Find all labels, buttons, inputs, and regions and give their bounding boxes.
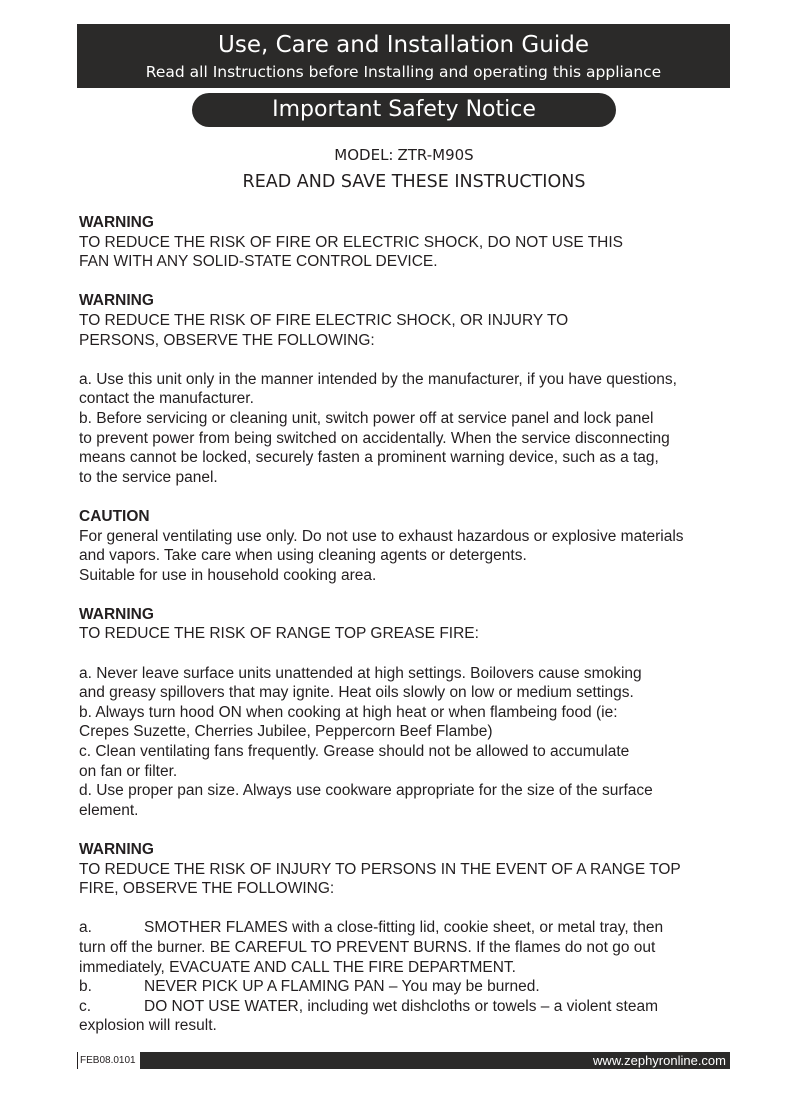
website-url: www.zephyronline.com: [593, 1053, 726, 1068]
section-warning-grease-fire: [79, 605, 739, 821]
list-item: immediately, EVACUATE AND CALL THE FIRE DEPARTMENT.: [79, 958, 516, 976]
guide-header: [77, 24, 730, 88]
list-item: to prevent power from being switched on accidentally. When the service disconnecting: [79, 429, 670, 447]
section-line: TO REDUCE THE RISK OF FIRE ELECTRIC SHOCK, OR INJURY TO: [79, 311, 569, 329]
section-line: TO REDUCE THE RISK OF FIRE OR ELECTRIC SHOCK, DO NOT USE THIS: [79, 233, 624, 251]
list-item: explosion will result.: [79, 1017, 217, 1035]
document-code: FEB08.0101: [77, 1052, 136, 1069]
section-heading: WARNING: [79, 214, 154, 231]
section-warning-range-top-fire: [79, 840, 739, 1036]
list-item: and greasy spillovers that may ignite. Heat oils slowly on low or medium settings.: [79, 684, 634, 702]
guide-subtitle: Read all Instructions before Installing and operating this appliance: [145, 63, 662, 81]
list-item: on fan or filter.: [79, 762, 178, 780]
section-warning-electric-shock: [79, 291, 739, 487]
section-line: TO REDUCE THE RISK OF RANGE TOP GREASE FIRE:: [79, 625, 479, 643]
list-item: Crepes Suzette, Cherries Jubilee, Peppercorn Beef Flambe): [79, 723, 493, 741]
list-item: [79, 997, 739, 1017]
list-item: d. Use proper pan size. Always use cookware appropriate for the size of the surface: [79, 782, 653, 800]
list-item-text: NEVER PICK UP A FLAMING PAN – You may be burned.: [144, 978, 540, 996]
section-heading: WARNING: [79, 841, 154, 858]
list-item: to the service panel.: [79, 468, 218, 486]
read-save-heading: READ AND SAVE THESE INSTRUCTIONS: [242, 172, 586, 192]
section-heading: CAUTION: [79, 507, 150, 525]
list-item: a. Never leave surface units unattended at high settings. Boilovers cause smoking: [79, 664, 642, 682]
section-line: Suitable for use in household cooking area.: [79, 566, 377, 584]
section-caution-ventilating: [79, 507, 739, 585]
footer-bar: [140, 1052, 730, 1069]
section-line: FAN WITH ANY SOLID-STATE CONTROL DEVICE.: [79, 253, 438, 271]
list-item-text: SMOTHER FLAMES with a close-fitting lid, cookie sheet, or metal tray, then: [144, 919, 664, 937]
safety-content: [79, 213, 739, 1036]
list-item: a. Use this unit only in the manner intended by the manufacturer, if you have questions,: [79, 370, 677, 388]
list-item: c. Clean ventilating fans frequently. Grease should not be allowed to accumulate: [79, 743, 630, 761]
section-line: FIRE, OBSERVE THE FOLLOWING:: [79, 880, 335, 898]
section-line: TO REDUCE THE RISK OF INJURY TO PERSONS IN THE EVENT OF A RANGE TOP: [79, 860, 681, 878]
list-marker: b.: [79, 978, 92, 996]
list-item: turn off the burner. BE CAREFUL TO PREVENT BURNS. If the flames do not go out: [79, 938, 656, 956]
safety-notice-banner: Important Safety Notice: [192, 93, 616, 127]
section-warning-solid-state: [79, 213, 739, 272]
list-item-text: DO NOT USE WATER, including wet dishcloths or towels – a violent steam: [144, 997, 658, 1015]
section-line: For general ventilating use only. Do not use to exhaust hazardous or explosive materials: [79, 527, 684, 545]
list-item: [79, 977, 739, 997]
guide-title: Use, Care and Installation Guide: [218, 32, 589, 58]
list-item: b. Always turn hood ON when cooking at high heat or when flambeing food (ie:: [79, 703, 618, 721]
section-line: and vapors. Take care when using cleaning agents or detergents.: [79, 547, 527, 565]
section-line: PERSONS, OBSERVE THE FOLLOWING:: [79, 331, 375, 349]
list-marker: c.: [79, 997, 92, 1015]
list-marker: a.: [79, 919, 92, 937]
list-item: [79, 918, 739, 938]
model-label: MODEL:: [334, 146, 394, 164]
section-heading: WARNING: [79, 292, 154, 310]
section-heading: WARNING: [79, 605, 154, 623]
list-item: element.: [79, 801, 139, 819]
model-value: ZTR-M90S: [397, 146, 474, 164]
model-line: [0, 144, 808, 166]
list-item: means cannot be locked, securely fasten a prominent warning device, such as a tag,: [79, 449, 659, 467]
list-item: b. Before servicing or cleaning unit, switch power off at service panel and lock panel: [79, 409, 654, 427]
list-item: contact the manufacturer.: [79, 390, 254, 408]
